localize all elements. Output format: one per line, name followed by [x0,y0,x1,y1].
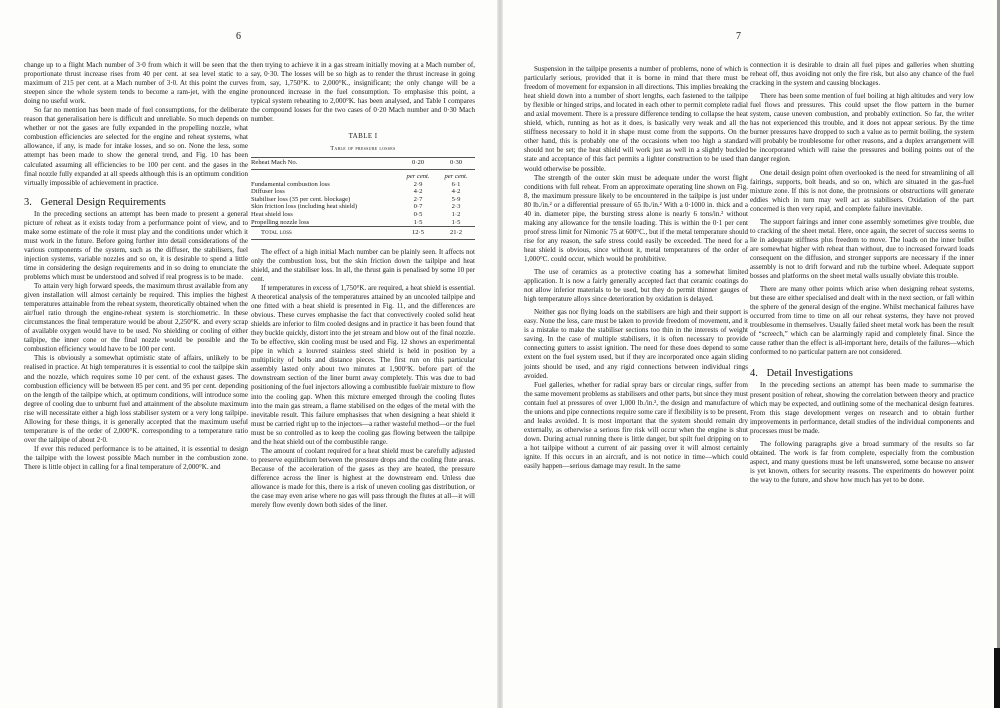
section-heading [24,196,248,209]
table-cell: 2·7 [413,195,423,203]
table-unit-row [251,170,475,181]
paragraph: This is obviously a somewhat optimistic state of affairs, unlikely to be realised in practice. At high temperatures it is essential to cool the tailpipe skin and the nozzle, which requires some 10 per cent. of the exhaust gases. The combustion efficiency will be between 85 per cent. and 95 per cent. depending on the length of the tailpipe which, at optimum conditions, will introduce some degree of cooling due to unburnt fuel and attainment of the absolute maximum rise will necessitate either a high loss stabiliser system or a very long tailpipe. Allowing for these things, it is generally accepted that the maximum useful temperature is of the order of 2,000°K. corresponding to a temperature ratio over the tailpipe of about 2·0. [24,354,248,444]
table-row [251,196,475,204]
paragraph: The support fairings and inner cone assembly sometimes give trouble, due to cracking of the sheet metal. Here, once again, the secret of success seems to lie in adequate stiffness plus freedom to move. The loads on the inner bullet are somewhat higher with reheat than without, due to increased forward loads consequent on the diffusion, and stronger supports are necessary if the inner assembly is not to drift forward and rub the turbine wheel. Adequate support bosses and platforms on the sheet metal walls usually obviate this trouble. [750,217,974,281]
page-edge-shadow [994,648,1000,708]
right-column-1 [524,65,748,471]
table-cell: Diffuser loss [251,188,285,196]
right-page [503,0,1000,708]
table-cell: 4·2 [413,188,423,196]
section-number: 3. [24,196,32,208]
paragraph: The use of ceramics as a protective coating has a somewhat limited application. It is now a fairly generally accepted fact that ceramic coatings do not allow inferior materials to be used, but they do permit thinner gauges of high temperature alloys since deterioration by oxidation is delayed. [524,268,748,304]
table-cell: 4·2 [451,188,461,196]
paragraph: change up to a flight Mach number of 3·0 from which it will be seen that the proportionate thrust increase rises from 40 per cent. at sea level static to a maximum of 215 per cent. at a Mach number of 3·0. At this point the curves steepen since the whole system tends to become a ram-jet, with the engine doing no useful work. [24,61,248,106]
page-number: 7 [736,31,741,42]
table-caption: Table of pressure losses [330,146,396,153]
section-number: 4. [750,368,758,380]
paragraph: The following paragraphs give a broad summary of the results so far obtained. The work is far from complete, especially from the combustion aspect, and many questions must be left unanswered, some because no answer is yet known, others for security reasons. The experiments do however point the way to the future, and show how much has yet to be done. [750,439,974,484]
table-total-row [251,227,475,240]
table-cell: Total loss [251,227,399,240]
paragraph: Neither gas nor flying loads on the stabilisers are high and their support is easy. None the less, care must be taken to provide freedom of movement, and it is a mistake to make the stabiliser sections too thin in the interests of weight saving. In the case of multiple stabilisers, it is often necessary to provide connecting gutters to assist ignition. The need for these does depend to some extent on the fuel system used, but if they are incorporated once again sliding joints should be used, and any rigid connections between individual rings avoided. [524,308,748,380]
table-cell: per cent. [406,173,430,181]
paragraph: If ever this reduced performance is to be attained, it is essential to design the tailpipe with the lowest possible Mach number in the combustion zone. There is little object in calling for a final temperature of 2,000°K. and [24,444,248,471]
section-title: General Design Requirements [40,196,166,208]
left-column-2 [251,61,475,510]
table-cell: 5·9 [451,195,461,203]
table-title: TABLE I [348,132,378,141]
table-cell: 1·2 [451,210,461,218]
paragraph: There are many other points which arise when designing reheat systems, but these are either specialised and dealt with in the next section, or fall within the sphere of the general design of the engine. Whilst mechanical failures have occurred from time to time on all our reheat systems, they have not proved troublesome in themselves. Usually failed sheet metal work has been the result of “screech,” which can be alarmingly rapid and completely final. Since the cause rather than the effect is all-important here, details of the failures—which conformed to no particular pattern are not considered. [750,285,974,357]
table-cell: 0·5 [413,210,423,218]
pressure-losses-table [251,157,475,239]
table-header-cell: 0·20 [399,158,437,170]
section-heading [750,367,974,380]
paragraph: In the preceding sections an attempt has been made to summarise the present position of reheat, showing the correlation between theory and practice which may be expected, and outlining some of the mechanical design features. From this stage development verges on research and to obtain further improvements in performance, detail studies of the individual components and processes must be made. [750,381,974,435]
table-row [251,181,475,189]
table-cell: 1·5 [413,218,423,226]
table-row [251,211,475,219]
section-title: Detail Investigations [766,368,853,380]
table-cell: Propelling nozzle loss [251,218,310,226]
paragraph: To attain very high forward speeds, the maximum thrust available from any given installation will almost certainly be required. This implies the highest temperatures attainable from the reheat system, theoretically obtained when the air/fuel ratio through the engine-reheat system is storchiometric. In these circumstances the final temperature would be about 2,250°K. and every scrap of available oxygen would have to be used. No shielding or cooling of either tailpipe, the inner cone or the final nozzle would be possible and the combustion efficiency would have to be 100 per cent. [24,282,248,354]
paragraph: Fuel galleries, whether for radial spray bars or circular rings, suffer from the same movement problems as stabilisers and other parts, but since they must contain fuel at pressures of over 1,000 lb./in.², the design and manufacture of the unions and pipe connections require some care if flexibility is to be present, and leaks avoided. It is most important that the system should remain dry externally, as otherwise a serious fire risk will occur when the engine is shut down. During actual running there is little danger, but spilt fuel dripping on to a hot tailpipe without a current of air passing over it will almost certainly ignite. If this occurs in an aircraft, and is not notice in time—which could easily happen—serious damage may result. In the same [524,380,748,471]
paragraph: then trying to achieve it in a gas stream initially moving at a Mach number of, say, 0·30. The losses will be so high as to render the thrust increase in going from, say, 1,750°K. to 2,000°K., insignificant; the only change will be a pronounced increase in the fuel consumption. To emphasise this point, a typical system reheating to 2,000°K. has been analysed, and Table I compares the compound losses for the two cases of 0·20 Mach number and 0·30 Mach number. [251,61,475,124]
table-cell: 2·9 [413,180,423,188]
table-header-cell: 0·30 [437,158,475,170]
table-cell: 21·2 [437,227,475,240]
paragraph: Suspension in the tailpipe presents a number of problems, none of which is particularly serious, provided that it is borne in mind that there must be freedom of movement for expansion in all directions. This implies breaking the heat shield down into a number of short lengths, each fastened to the tailpipe by flexible or hinged strips, and located in each other to permit complete radial and axial movement. There is a pressure difference tending to collapse the heat shield, which, running as hot as it does, is basically very weak and all the stiffness necessary to hold it in shape must come from the supports. On the other hand, this is probably one of the occasions when too high a standard should not be set; the heat shield will work just as well in a slightly buckled state and acceptance of this fact permits a lighter construction to be used than would otherwise be possible. [524,65,748,173]
table-cell [251,170,399,181]
table-cell: Heat shield loss [251,210,293,218]
table-header-cell: Reheat Mach No. [251,158,399,170]
table-cell: 12·5 [399,227,437,240]
paragraph: The amount of coolant required for a heat shield must be carefully adjusted to preserve equilibrium between the pressure drops and the cooling flute areas. Because of the acceleration of the gases as they are heated, the pressure difference across the liner is highest at the downstream end. Unless due allowance is made for this, there is a risk of uneven cooling gas distribution, or the case may even arise where no gas will pass through the flutes at all—it will merely flow evenly down both sides of the liner. [251,446,475,510]
left-column-1 [24,61,248,472]
table-cell: 0·7 [413,203,423,211]
paragraph: One detail design point often overlooked is the need for streamlining of all fairings, supports, bolt heads, and so on, which are situated in the gas-fuel mixture zone. If this is not done, the protrusions or obstructions will generate eddies which in turn may well act as stabilisers. Oxidation of the part concerned is then very rapid, and complete failure inevitable. [750,168,974,213]
table-row [251,203,475,211]
table-cell: 6·1 [451,180,461,188]
paragraph: connection it is desirable to drain all fuel pipes and galleries when shutting reheat off, thus avoiding not only the fire risk, but also any chance of the fuel cracking in the system and causing blockages. [750,61,974,88]
paragraph: If temperatures in excess of 1,750°K. are required, a heat shield is essential. A theoretical analysis of the temperatures attained by an uncooled tailpipe and one fitted with a heat shield is presented in Fig. 11, and the differences are obvious. These curves emphasise the fact that convectively cooled solid heat shields are inferior to film cooled designs and in practice it has been found that they buckle quickly, distort into the jet stream and blow out of the final nozzle. To be effective, skin cooling must be used and Fig. 12 shows an experimental pipe in which a louvred stainless steel shield is held in position by a multiplicity of bolts and distance pieces. The first run on this particular assembly lasted only about two minutes at 1,900°K. before part of the downstream section of the liner burnt away completely. This was due to bad positioning of the fuel injectors allowing a combustible fuel/air mixture to flow into the cooling gap. When this mixture emerged through the cooling flutes into the main gas stream, a flame stabilised on the edges of the metal with the inevitable result. This failure emphasises that when designing a heat shield it must be carried right up to the injectors—a rather wasteful method—or the fuel must be so controlled as to keep the cooling gas flowing between the tailpipe and the heat shield out of the combustible range. [251,283,475,446]
table-row [251,219,475,227]
table-header-row [251,158,475,170]
paragraph: The effect of a high initial Mach number can be plainly seen. It affects not only the combustion loss, but the skin friction down the tailpipe and heat shield, and the stabiliser loss. In all, the thrust gain is penalised by some 10 per cent. [251,247,475,283]
paragraph: The strength of the outer skin must be adequate under the worst flight conditions with full reheat. From an approximate operating line shown on Fig. 8, the maximum pressure likely to be encountered in the tailpipe is just under 80 lb./in.² or a differential pressure of 65 lb./in.² With a 0·1000 in. thick and a 40 in. diameter pipe, the bursting stress alone is nearly 6 tons/in.² without making any allowance for the tensile loading. This is within the 0·1 per cent proof stress limit for Nimonic 75 at 600°C., but if the metal temperature should rise for any reason, the safe stress could easily be exceeded. The need for a heat shield is obvious, since without it, metal temperatures of the order of 1,000°C. could occur, which would be prohibitive. [524,173,748,263]
left-page [0,0,497,708]
paragraph: There has been some mention of fuel boiling at high altitudes and very low fuel flows and pressures. This could upset the flow pattern in the burner system, cause uneven combustion, and probably extinction. So far, the writer has not experienced this trouble, and it does not appear serious. By the time burner pressures have dropped to such a value as to permit boiling, the system will probably be troublesome for other reasons, and a duplex arrangement will be incorporated which will raise the pressures and boiling points out of the danger region. [750,92,974,164]
table-cell: 1·5 [451,218,461,226]
table-cell: 2·3 [451,203,461,211]
right-column-2 [750,61,974,485]
table-row [251,188,475,196]
paragraph: In the preceding sections an attempt has been made to present a general picture of reheat as it exists today from a performance point of view, and to make some estimate of the role it must play and the conditions under which it must work in the future. Before going further into detail considerations of the various components of the system, such as the diffuser, the stabilisers, fuel injection systems, variable nozzles and so on, it is desirable to spend a little time in considering the design requirements and in so doing to enunciate the problems which must be understood and solved if real progress is to be made. [24,209,248,281]
paragraph: So far no mention has been made of fuel consumptions, for the deliberate reason that generalisation here is difficult and unreliable. So much depends on whether or not the gases are fully expanded in the propelling nozzle, what combustion efficiencies are selected for the engine and reheat systems, what allowance, if any, is made for intake losses, and so on. None the less, some attempt has been made to show the general trend, and Fig. 10 has been calculated assuming all efficiencies to be 100 per cent. and the gases in the final nozzle fully expanded at all speeds although this is an optimum condition virtually impossible of achievement in practice. [24,106,248,187]
table-cell: Skin friction loss (including heat shield) [251,203,358,211]
table-cell: Stabiliser loss (35 per cent. blockage) [251,195,351,203]
table-cell: Fundamental combustion loss [251,180,330,188]
table-cell: per cent. [444,173,468,181]
page-number: 6 [236,31,241,42]
